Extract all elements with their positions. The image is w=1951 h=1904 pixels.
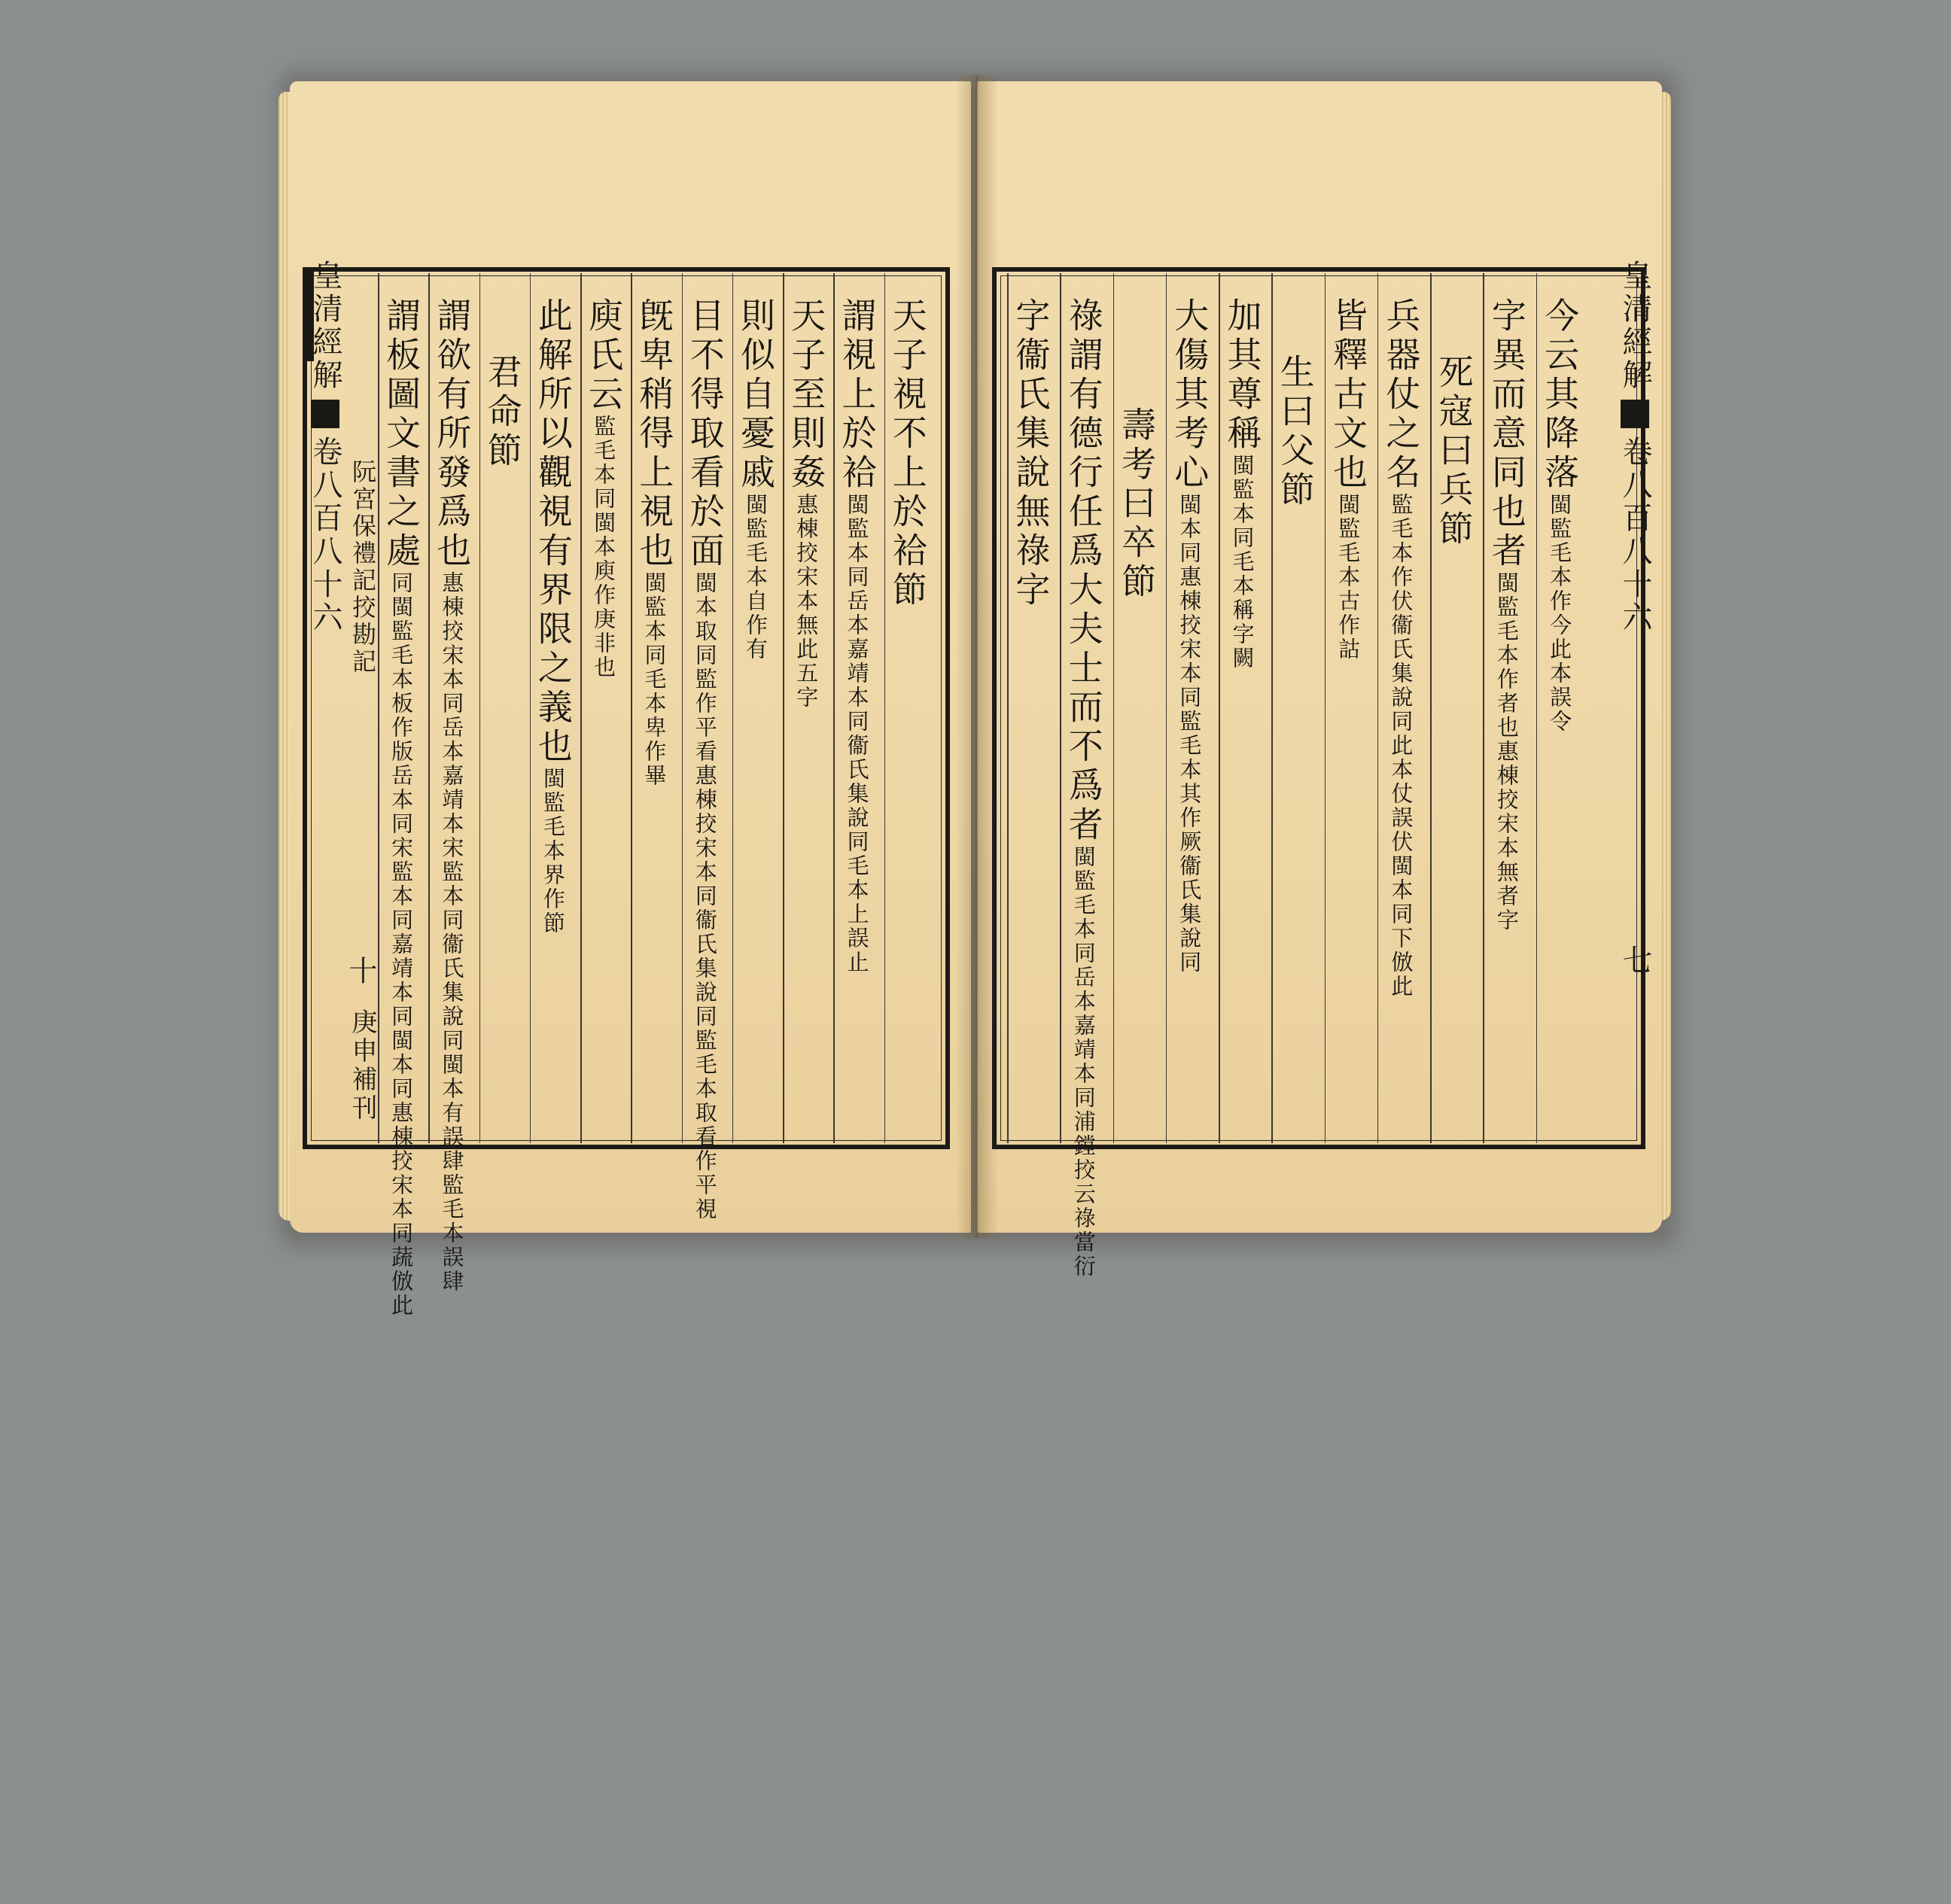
column-rule xyxy=(732,273,734,1143)
text-column xyxy=(735,297,776,662)
column-rule xyxy=(884,273,886,1143)
commentary-note: 監毛本同閩本庾作庚非也 xyxy=(591,415,617,680)
commentary-note: 閩監毛本作者也惠棟挍宋本無者字 xyxy=(1493,571,1520,932)
text-column xyxy=(1328,297,1369,662)
main-text: 皆釋古文也 xyxy=(1328,297,1369,493)
column-rule xyxy=(1325,273,1326,1143)
left-banxin-title: 皇清經解 xyxy=(308,260,342,392)
column-rule xyxy=(833,273,835,1143)
text-column xyxy=(887,297,928,610)
commentary-note: 閩監毛本作今此本誤令 xyxy=(1547,493,1573,734)
commentary-note: 閩監本同岳本嘉靖本同衞氏集說同毛本上誤止 xyxy=(844,493,870,975)
main-text: 君命節 xyxy=(482,354,523,471)
column-rule xyxy=(1377,273,1379,1143)
text-column xyxy=(684,297,726,1221)
column-rule xyxy=(1007,273,1009,1143)
commentary-note: 閩本同惠棟挍宋本同監毛本其作厥衞氏集說同 xyxy=(1176,493,1203,975)
text-column xyxy=(482,354,523,471)
main-text: 則似自憂戚 xyxy=(735,297,776,493)
commentary-note: 閩監毛本界作節 xyxy=(540,767,566,935)
commentary-note: 惠棟挍宋本無此五字 xyxy=(793,493,820,710)
commentary-note: 監毛本作伏衞氏集說同此本仗誤伏閩本同下倣此 xyxy=(1388,493,1414,999)
commentary-note: 閩監毛本古作詁 xyxy=(1335,493,1362,662)
column-rule xyxy=(1430,273,1432,1143)
main-text: 謂視上於袷 xyxy=(836,297,878,493)
column-rule xyxy=(1166,273,1167,1143)
text-column xyxy=(1010,297,1052,610)
commentary-note: 閩監毛本自作有 xyxy=(742,493,769,662)
left-folio-number: 十 xyxy=(344,956,377,987)
fishtail-icon xyxy=(311,400,339,428)
main-text: 字衞氏集說無祿字 xyxy=(1010,297,1052,610)
main-text: 生曰父節 xyxy=(1274,354,1316,510)
column-rule xyxy=(580,273,582,1143)
commentary-note: 閩監毛本同岳本嘉靖本同浦鏜挍云祿當衍 xyxy=(1070,845,1097,1279)
left-footer-note: 庚申補刊 xyxy=(347,1008,377,1123)
text-column xyxy=(1433,354,1475,549)
left-banxin-author: 阮宮保禮記挍勘記 xyxy=(349,459,377,676)
text-column xyxy=(1274,354,1316,510)
column-rule xyxy=(682,273,683,1143)
commentary-note: 閩本取同監作平看惠棟挍宋本同衞氏集說同監毛本取看作平視 xyxy=(692,571,718,1221)
column-rule xyxy=(1219,273,1220,1143)
text-column xyxy=(532,297,574,935)
text-column xyxy=(1116,406,1157,602)
main-text: 加其尊稱 xyxy=(1222,297,1263,454)
text-column xyxy=(836,297,878,975)
text-column xyxy=(1169,297,1210,975)
text-column xyxy=(1539,297,1581,734)
column-rule xyxy=(631,273,632,1143)
column-rule xyxy=(1483,273,1484,1143)
column-rule xyxy=(479,273,481,1143)
text-column xyxy=(431,297,473,1294)
column-rule xyxy=(1271,273,1273,1143)
right-banxin-title: 皇清經解 xyxy=(1618,260,1652,392)
text-column xyxy=(583,297,625,680)
commentary-note: 閩監本同毛本卑作畢 xyxy=(641,571,668,788)
commentary-note: 惠棟挍宋本同岳本嘉靖本宋監本同衞氏集說同閩本有誤肆監毛本誤肆 xyxy=(439,571,465,1294)
column-rule xyxy=(1113,273,1115,1143)
main-text: 死寇曰兵節 xyxy=(1433,354,1475,549)
main-text: 此解所以觀視有界限之義也 xyxy=(532,297,574,767)
main-text: 今云其降落 xyxy=(1539,297,1581,493)
column-rule xyxy=(428,273,430,1143)
text-column xyxy=(786,297,827,710)
text-column xyxy=(1380,297,1422,999)
main-text: 謂板圖文書之處 xyxy=(381,297,422,571)
text-column xyxy=(1063,297,1104,1279)
text-column xyxy=(381,297,422,1318)
main-text: 天子至則姦 xyxy=(786,297,827,493)
column-rule xyxy=(783,273,784,1143)
main-text: 字異而意同也者 xyxy=(1486,297,1527,571)
column-rule xyxy=(530,273,531,1143)
main-text: 天子視不上於袷節 xyxy=(887,297,928,610)
commentary-note: 同閩監毛本板作版岳本同宋監本同嘉靖本同閩本同惠棟挍宋本同蔬倣此 xyxy=(388,571,415,1318)
commentary-note: 閩監本同毛本稱字闕 xyxy=(1229,454,1256,671)
main-text: 壽考曰卒節 xyxy=(1116,406,1157,602)
main-text: 祿謂有德行任爲大夫士而不爲者 xyxy=(1063,297,1104,845)
main-text: 大傷其考心 xyxy=(1169,297,1210,493)
fishtail-icon xyxy=(1621,400,1649,428)
column-rule xyxy=(378,273,379,1143)
left-banxin-volume: 卷八百八十六 xyxy=(308,436,342,634)
text-column xyxy=(1486,297,1527,932)
text-column xyxy=(634,297,675,788)
text-column xyxy=(1222,297,1263,671)
main-text: 目不得取看於面 xyxy=(684,297,726,571)
left-banxin xyxy=(301,260,340,1155)
main-text: 庾氏云 xyxy=(583,297,625,415)
show-through-ghost-left xyxy=(858,105,899,141)
column-rule xyxy=(1536,273,1538,1143)
column-rule xyxy=(1060,273,1061,1143)
right-folio-number: 七 xyxy=(1618,944,1652,978)
main-text: 旣卑稍得上視也 xyxy=(634,297,675,571)
right-banxin-volume: 卷八百八十六 xyxy=(1618,436,1652,634)
main-text: 謂欲有所發爲也 xyxy=(431,297,473,571)
main-text: 兵器仗之名 xyxy=(1380,297,1422,493)
